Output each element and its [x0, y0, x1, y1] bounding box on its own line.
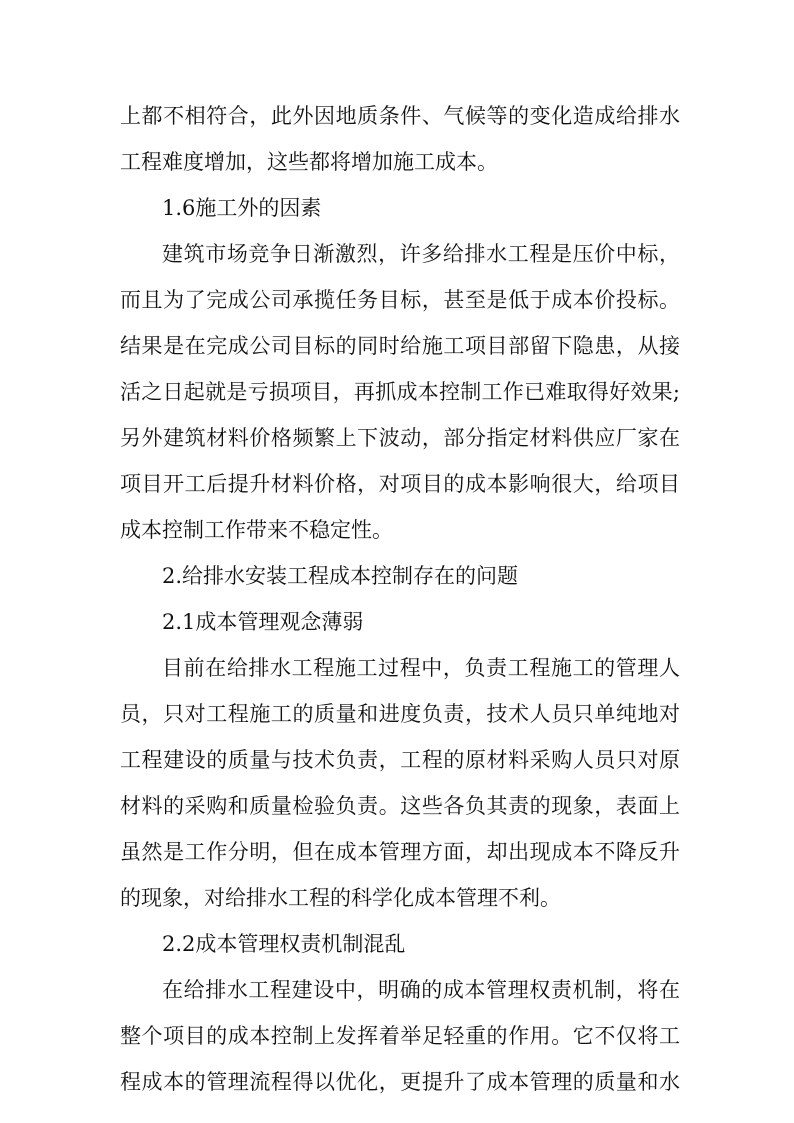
- body-text-line: 上都不相符合，此外因地质条件、气候等的变化造成给排水: [120, 104, 680, 128]
- body-text-line: 的现象，对给排水工程的科学化成本管理不利。: [120, 886, 561, 910]
- body-text-line: 材料的采购和质量检验负责。这些各负其责的现象，表面上: [120, 794, 680, 818]
- body-text-line: 另外建筑材料价格频繁上下波动，部分指定材料供应厂家在: [120, 426, 680, 450]
- body-text-line: 整个项目的成本控制上发挥着举足轻重的作用。它不仅将工: [120, 1024, 680, 1048]
- body-text-line: 目前在给排水工程施工过程中，负责工程施工的管理人: [162, 656, 680, 680]
- section-heading: 1.6施工外的因素: [162, 196, 322, 220]
- body-text-line: 工程难度增加，这些都将增加施工成本。: [120, 150, 498, 174]
- body-text-line: 员，只对工程施工的质量和进度负责，技术人员只单纯地对: [120, 702, 680, 726]
- body-text-line: 项目开工后提升材料价格，对项目的成本影响很大，给项目: [120, 472, 680, 496]
- body-text-line: 而且为了完成公司承揽任务目标，甚至是低于成本价投标。: [120, 288, 680, 312]
- body-text-line: 结果是在完成公司目标的同时给施工项目部留下隐患，从接: [120, 334, 680, 358]
- section-heading: 2.1成本管理观念薄弱: [162, 610, 364, 634]
- body-text-line: 工程建设的质量与技术负责，工程的原材料采购人员只对原: [120, 748, 680, 772]
- body-text-line: 虽然是工作分明，但在成本管理方面，却出现成本不降反升: [120, 840, 680, 864]
- body-text-line: 活之日起就是亏损项目，再抓成本控制工作已难取得好效果;: [120, 380, 680, 404]
- section-heading: 2.给排水安装工程成本控制存在的问题: [162, 564, 519, 588]
- body-text-line: 程成本的管理流程得以优化，更提升了成本管理的质量和水: [120, 1070, 680, 1094]
- body-text-line: 建筑市场竞争日渐激烈，许多给排水工程是压价中标，: [162, 242, 680, 266]
- body-text-line: 成本控制工作带来不稳定性。: [120, 518, 393, 542]
- body-text-line: 在给排水工程建设中，明确的成本管理权责机制，将在: [162, 978, 680, 1002]
- section-heading: 2.2成本管理权责机制混乱: [162, 932, 406, 956]
